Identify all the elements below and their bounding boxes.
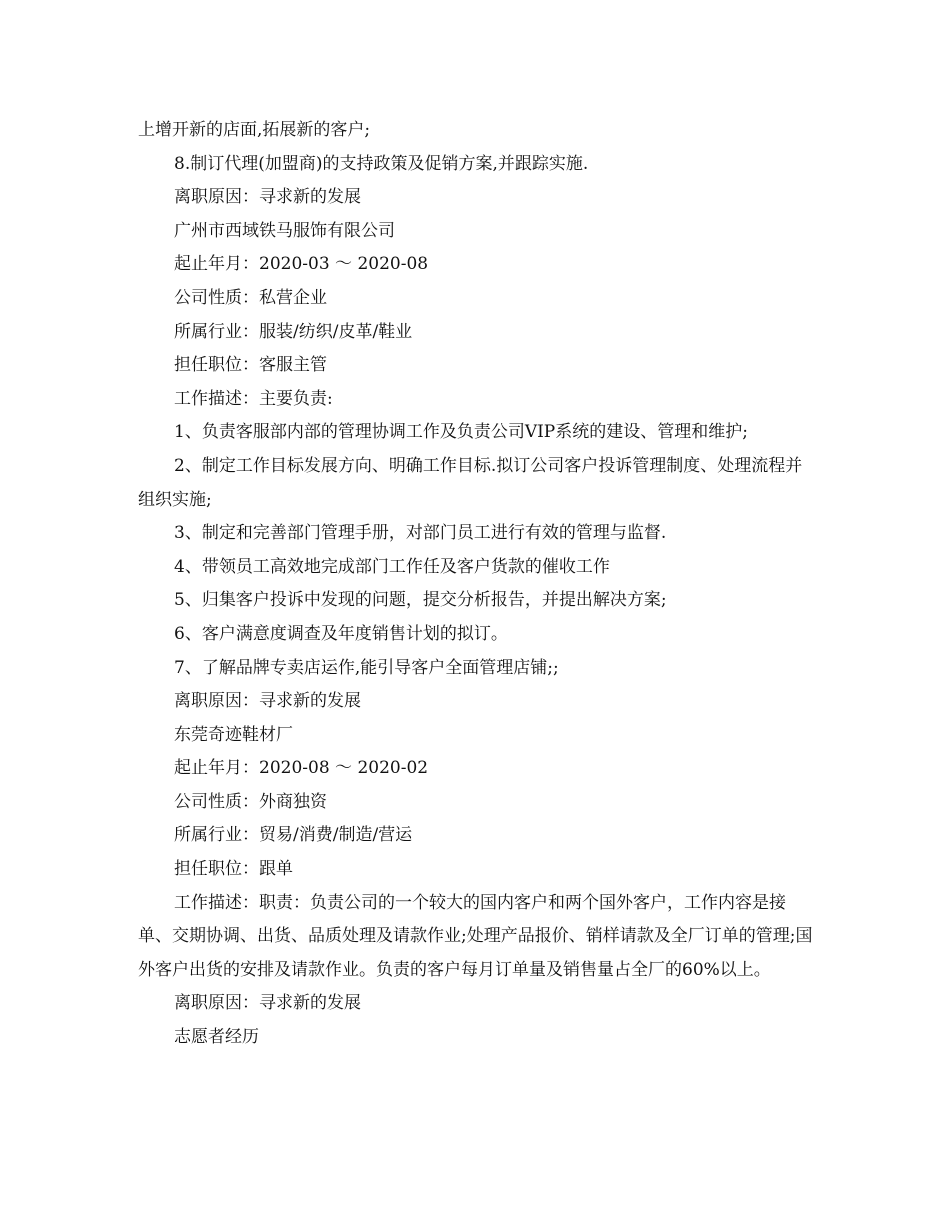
duty-item: 1、负责客服部内部的管理协调工作及负责公司VIP系统的建设、管理和维护; <box>174 422 748 443</box>
duty-item: 4、带领员工高效地完成部门工作任及客户货款的催收工作 <box>174 556 610 577</box>
duty-item: 5、归集客户投诉中发现的问题，提交分析报告，并提出解决方案; <box>174 590 667 611</box>
employment-period: 起止年月：2020-08 ～ 2020-02 <box>174 758 429 779</box>
text-line: 上增开新的店面,拓展新的客户; <box>138 120 371 140</box>
position: 担任职位：客服主管 <box>174 355 327 376</box>
industry: 所属行业：服装/纺织/皮革/鞋业 <box>174 321 413 342</box>
job-description: 工作描述：职责：负责公司的一个较大的国内客户和两个国外客户，工作内容是接单、交期协调、出货、品质处理及请款作业;处理产品报价、销样请款及全厂订单的管理;国外客户出货的安排及请款作业。负责的客户每月订单量及销售量占全厂的60%以上。 <box>138 892 813 980</box>
duty-item: 3、制定和完善部门管理手册，对部门员工进行有效的管理与监督. <box>174 523 667 544</box>
duty-item: 7、了解品牌专卖店运作,能引导客户全面管理店铺;; <box>174 657 559 678</box>
employment-period: 起止年月：2020-03 ～ 2020-08 <box>174 254 429 275</box>
leave-reason: 离职原因：寻求新的发展 <box>174 691 361 712</box>
document-body <box>138 114 814 1055</box>
position: 担任职位：跟单 <box>174 859 293 880</box>
leave-reason: 离职原因：寻求新的发展 <box>174 187 361 208</box>
industry: 所属行业：贸易/消费/制造/营运 <box>174 825 413 846</box>
company-name: 广州市西域铁马服饰有限公司 <box>174 220 395 241</box>
leave-reason: 离职原因：寻求新的发展 <box>174 993 361 1014</box>
text-line: 8.制订代理(加盟商)的支持政策及促销方案,并跟踪实施. <box>174 153 589 174</box>
duty-item: 6、客户满意度调查及年度销售计划的拟订。 <box>174 623 508 644</box>
job-description: 工作描述：主要负责: <box>174 388 333 409</box>
section-heading: 志愿者经历 <box>174 1027 259 1048</box>
company-type: 公司性质：外商独资 <box>174 791 327 812</box>
company-name: 东莞奇迹鞋材厂 <box>174 724 293 745</box>
duty-item: 2、制定工作目标发展方向、明确工作目标.拟订公司客户投诉管理制度、处理流程并组织实施; <box>138 455 803 510</box>
company-type: 公司性质：私营企业 <box>174 287 327 308</box>
